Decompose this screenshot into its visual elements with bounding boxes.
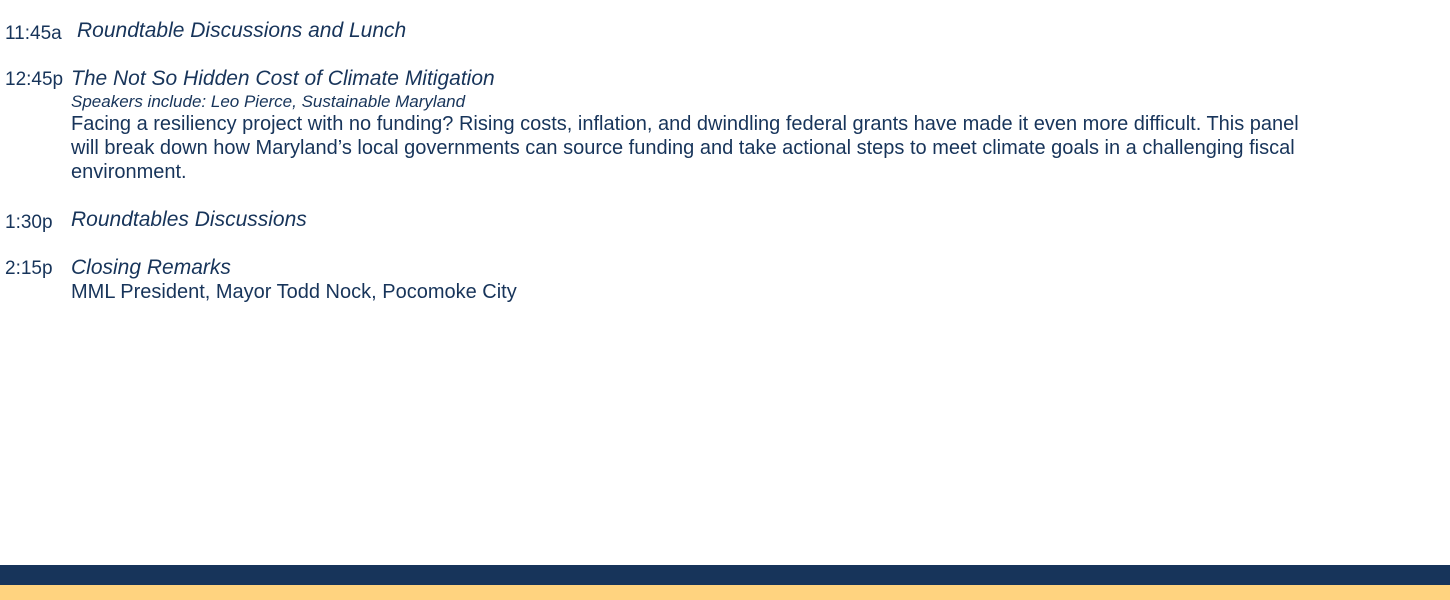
session-description — [71, 280, 1436, 304]
session-description — [71, 112, 1436, 184]
speakers-line: Speakers include: Leo Pierce, Sustainable Maryland — [71, 92, 466, 111]
description-line: environment. — [71, 161, 187, 183]
description-line: will break down how Maryland’s local governments can source funding and take actional steps to meet climate goals in a challenging fiscal — [71, 137, 1295, 159]
agenda-title: Roundtables Discussions — [71, 208, 307, 231]
footer-gold-band — [0, 585, 1450, 600]
agenda-title: Roundtable Discussions and Lunch — [77, 19, 407, 42]
footer-navy-band — [0, 565, 1450, 585]
agenda-time: 11:45a — [5, 23, 62, 44]
agenda-time: 2:15p — [5, 258, 53, 279]
agenda-time: 1:30p — [5, 212, 53, 233]
description-line: Facing a resiliency project with no funding? Rising costs, inflation, and dwindling federal grants have made it even more difficult. This panel — [71, 113, 1299, 135]
agenda-time: 12:45p — [5, 69, 64, 90]
agenda-title: Closing Remarks — [71, 256, 231, 279]
agenda-title: The Not So Hidden Cost of Climate Mitigation — [71, 67, 495, 90]
description-line: MML President, Mayor Todd Nock, Pocomoke City — [71, 281, 517, 303]
